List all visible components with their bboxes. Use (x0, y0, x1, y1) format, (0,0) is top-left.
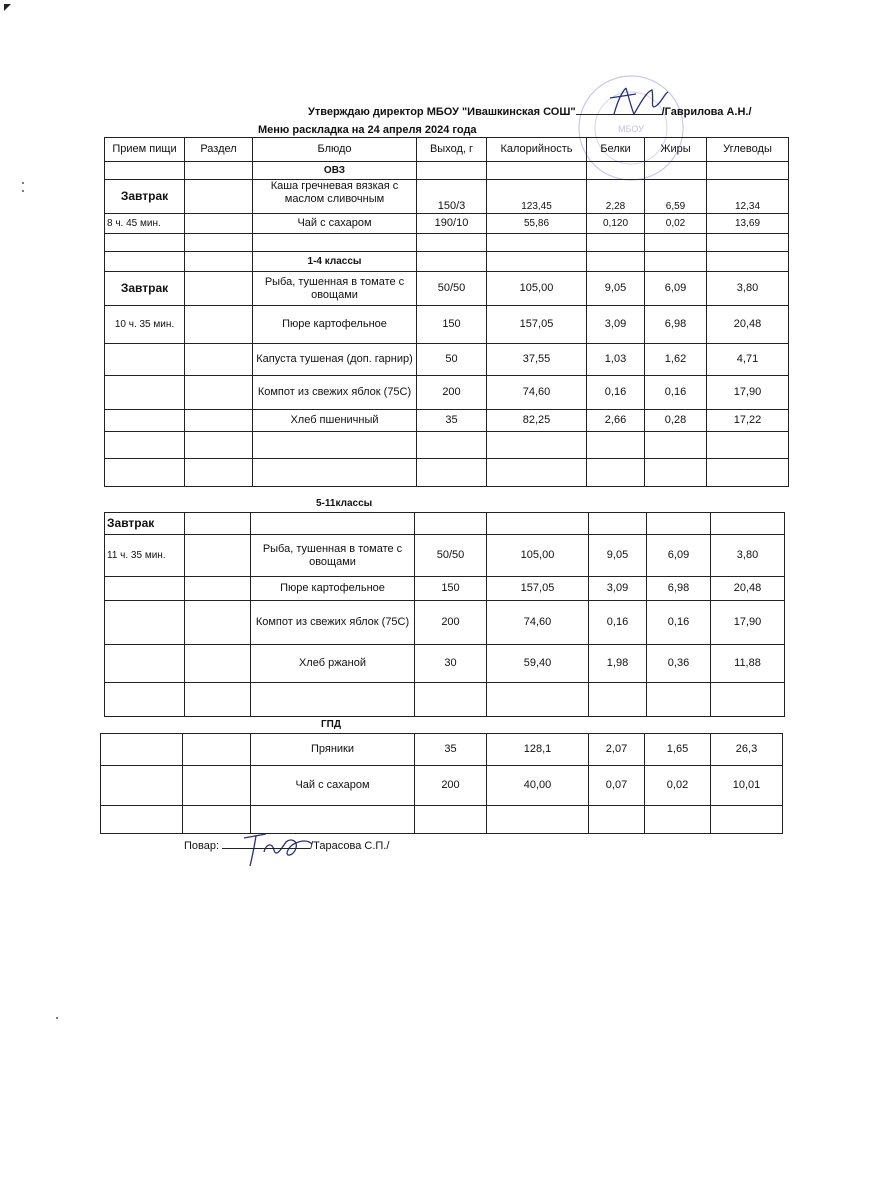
section-row-1-4 (105, 252, 789, 272)
col-header-kcal: Калорийность (487, 138, 587, 162)
dish-name: Рыба, тушенная в томате с овощами (251, 535, 415, 577)
section-label-1-4: 1-4 классы (253, 252, 417, 272)
dish-carbs: 4,71 (707, 344, 789, 376)
scan-speck (22, 182, 24, 184)
table-row (105, 306, 789, 344)
dish-protein: 9,05 (589, 535, 647, 577)
stamp-text: МБОУ (618, 124, 644, 134)
dish-kcal: 128,1 (487, 734, 589, 766)
dish-yield: 200 (415, 601, 487, 645)
dish-protein: 0,120 (587, 214, 645, 234)
dish-kcal: 105,00 (487, 272, 587, 306)
table-header-row (105, 138, 789, 162)
cook-label: Повар: (184, 840, 220, 852)
dish-name: Рыба, тушенная в томате с овощами (253, 272, 417, 306)
table-row (105, 180, 789, 214)
section-label-ovz: ОВЗ (253, 162, 417, 180)
dish-fat: 0,28 (645, 410, 707, 432)
col-header-dish: Блюдо (253, 138, 417, 162)
meal-label: Завтрак (105, 272, 185, 306)
dish-kcal: 55,86 (487, 214, 587, 234)
meal-time: 11 ч. 35 мин. (105, 535, 185, 577)
dish-carbs: 12,34 (707, 180, 789, 214)
dish-carbs: 20,48 (707, 306, 789, 344)
dish-protein: 9,05 (587, 272, 645, 306)
table-row-empty (105, 432, 789, 459)
table-row (101, 734, 783, 766)
dish-carbs: 26,3 (711, 734, 783, 766)
dish-protein: 2,07 (589, 734, 645, 766)
dish-yield: 35 (415, 734, 487, 766)
dish-fat: 6,59 (645, 180, 707, 214)
menu-table-gpd (100, 733, 783, 834)
dish-kcal: 74,60 (487, 376, 587, 410)
dish-name: Хлеб ржаной (251, 645, 415, 683)
dish-protein: 3,09 (587, 306, 645, 344)
table-row (105, 601, 785, 645)
dish-fat: 1,65 (645, 734, 711, 766)
dish-name: Пряники (251, 734, 415, 766)
scan-speck (56, 1017, 58, 1019)
dish-carbs: 17,22 (707, 410, 789, 432)
dish-yield: 30 (415, 645, 487, 683)
dish-kcal: 40,00 (487, 766, 589, 806)
cook-name: /Тарасова С.П./ (310, 840, 390, 852)
col-header-yield: Выход, г (417, 138, 487, 162)
dish-fat: 6,09 (645, 272, 707, 306)
dish-carbs: 17,90 (711, 601, 785, 645)
meal-time: 8 ч. 45 мин. (105, 214, 185, 234)
col-header-carbs: Углеводы (707, 138, 789, 162)
signature-line (576, 104, 662, 115)
menu-table-5-11 (104, 512, 785, 717)
dish-kcal: 157,05 (487, 577, 589, 601)
dish-fat: 0,16 (647, 601, 711, 645)
dish-kcal: 157,05 (487, 306, 587, 344)
cook-signature-line (184, 838, 389, 852)
table-row (105, 513, 785, 535)
col-header-section: Раздел (185, 138, 253, 162)
dish-yield: 35 (417, 410, 487, 432)
dish-name: Чай с сахаром (251, 766, 415, 806)
dish-yield: 200 (417, 376, 487, 410)
dish-yield: 150/3 (417, 180, 487, 214)
dish-protein: 0,16 (589, 601, 647, 645)
dish-protein: 1,98 (589, 645, 647, 683)
dish-yield: 50 (417, 344, 487, 376)
table-row (105, 376, 789, 410)
dish-name: Каша гречневая вязкая с маслом сливочным (253, 180, 417, 214)
dish-name: Чай с сахаром (253, 214, 417, 234)
dish-yield: 50/50 (415, 535, 487, 577)
dish-yield: 150 (417, 306, 487, 344)
table-row (105, 645, 785, 683)
dish-carbs: 20,48 (711, 577, 785, 601)
table-row (105, 577, 785, 601)
table-row-empty (105, 683, 785, 717)
director-name: /Гаврилова А.Н./ (661, 106, 752, 118)
dish-yield: 150 (415, 577, 487, 601)
dish-yield: 50/50 (417, 272, 487, 306)
col-header-meal: Прием пищи (105, 138, 185, 162)
dish-name: Пюре картофельное (253, 306, 417, 344)
dish-name: Хлеб пшеничный (253, 410, 417, 432)
dish-protein: 1,03 (587, 344, 645, 376)
dish-yield: 190/10 (417, 214, 487, 234)
dish-kcal: 37,55 (487, 344, 587, 376)
dish-protein: 0,07 (589, 766, 645, 806)
dish-fat: 0,36 (647, 645, 711, 683)
dish-carbs: 17,90 (707, 376, 789, 410)
dish-kcal: 82,25 (487, 410, 587, 432)
menu-table-main (104, 137, 789, 487)
scan-speck (22, 190, 24, 192)
dish-kcal: 123,45 (487, 180, 587, 214)
scan-corner-mark (4, 4, 11, 11)
dish-kcal: 74,60 (487, 601, 589, 645)
dish-fat: 0,02 (645, 214, 707, 234)
table-row (101, 766, 783, 806)
dish-fat: 0,16 (645, 376, 707, 410)
dish-fat: 6,98 (647, 577, 711, 601)
table-row-empty (105, 234, 789, 252)
approval-text: Утверждаю директор МБОУ "Ивашкинская СОШ" (308, 106, 576, 118)
dish-protein: 3,09 (589, 577, 647, 601)
table-row (105, 214, 789, 234)
dish-name: Пюре картофельное (251, 577, 415, 601)
table-row-empty (105, 459, 789, 487)
dish-kcal: 59,40 (487, 645, 589, 683)
table-row (105, 410, 789, 432)
approval-line (308, 104, 752, 118)
dish-carbs: 3,80 (707, 272, 789, 306)
section-label-5-11: 5-11классы (316, 498, 373, 509)
dish-name: Компот из свежих яблок (75С) (253, 376, 417, 410)
table-row (105, 272, 789, 306)
dish-yield: 200 (415, 766, 487, 806)
dish-protein: 2,28 (587, 180, 645, 214)
signature-line (222, 838, 310, 849)
table-row (105, 344, 789, 376)
section-label-gpd: ГПД (321, 719, 341, 730)
table-row (105, 535, 785, 577)
section-row-ovz (105, 162, 789, 180)
dish-protein: 2,66 (587, 410, 645, 432)
dish-kcal: 105,00 (487, 535, 589, 577)
dish-protein: 0,16 (587, 376, 645, 410)
dish-carbs: 10,01 (711, 766, 783, 806)
dish-name: Капуста тушеная (доп. гарнир) (253, 344, 417, 376)
col-header-protein: Белки (587, 138, 645, 162)
meal-label: Завтрак (105, 180, 185, 214)
meal-label: Завтрак (105, 513, 185, 535)
dish-fat: 1,62 (645, 344, 707, 376)
dish-carbs: 3,80 (711, 535, 785, 577)
dish-fat: 6,98 (645, 306, 707, 344)
col-header-fat: Жиры (645, 138, 707, 162)
dish-fat: 0,02 (645, 766, 711, 806)
dish-carbs: 13,69 (707, 214, 789, 234)
dish-name: Компот из свежих яблок (75С) (251, 601, 415, 645)
dish-carbs: 11,88 (711, 645, 785, 683)
meal-time: 10 ч. 35 мин. (105, 306, 185, 344)
dish-fat: 6,09 (647, 535, 711, 577)
menu-title: Меню раскладка на 24 апреля 2024 года (258, 124, 477, 136)
table-row-empty (101, 806, 783, 834)
